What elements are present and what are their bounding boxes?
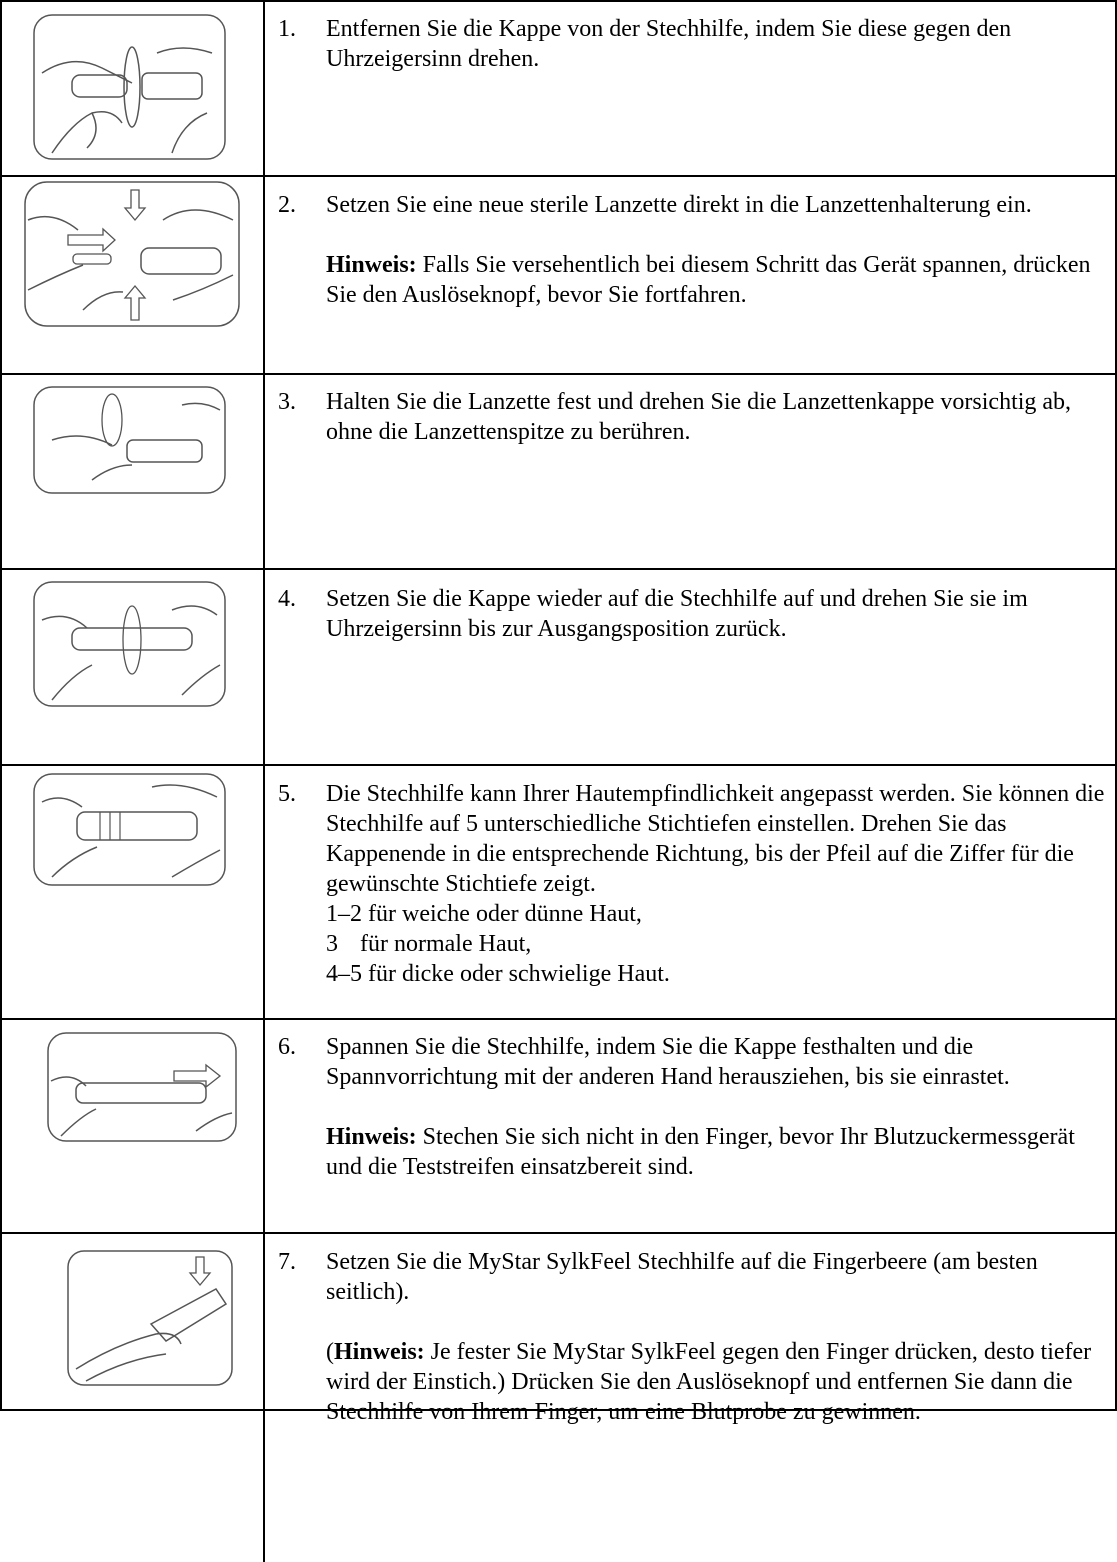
step-note: [326, 1122, 1115, 1182]
step-6-illustration: [46, 1031, 238, 1143]
step-instruction: Setzen Sie die MyStar SylkFeel Stechhilfe auf die Fingerbeere (am besten seitlich).: [326, 1249, 1038, 1305]
row-border: [0, 175, 1117, 177]
step-4-text-cell: [278, 584, 1115, 644]
step-1-illustration: [32, 13, 227, 161]
step-3-illustration: [32, 385, 227, 495]
depth-number: 3: [326, 931, 338, 957]
step-1-text-cell: [278, 14, 1115, 74]
note-text: Stechen Sie sich nicht in den Finger, bevor Ihr Blutzuckermessgerät und die Teststreifen einsatzbereit sind.: [326, 1124, 1075, 1180]
step-4-illustration: [32, 580, 227, 708]
depth-text: für normale Haut,: [360, 931, 532, 957]
step-5-text-cell: [278, 779, 1115, 989]
step-number: 2.: [278, 192, 296, 218]
step-7-illustration: [66, 1249, 234, 1387]
step-3-text-cell: [278, 387, 1115, 447]
depth-option: 1–2 für weiche oder dünne Haut,: [326, 901, 642, 927]
step-5-illustration: [32, 772, 227, 887]
step-instruction: Setzen Sie eine neue sterile Lanzette direkt in die Lanzettenhalterung ein.: [326, 192, 1032, 218]
step-note: [326, 1337, 1115, 1427]
step-number: 4.: [278, 586, 296, 612]
step-note: [326, 250, 1115, 310]
step-2-illustration: [23, 180, 241, 328]
step-instruction: Die Stechhilfe kann Ihrer Hautempfindlichkeit angepasst werden. Sie können die Stechhilfe auf 5 unterschiedliche Stichtiefen einstellen. Drehen Sie das Kappenende in die entsprechende Richtung, bis der Pfeil auf die Ziffer für die gewünschte Stichtiefe zeigt.: [326, 781, 1105, 897]
step-number: 6.: [278, 1034, 296, 1060]
row-border-top: [0, 0, 1117, 2]
row-border: [0, 764, 1117, 766]
depth-option: 4–5 für dicke oder schwielige Haut.: [326, 961, 670, 987]
step-instruction: Entfernen Sie die Kappe von der Stechhilfe, indem Sie diese gegen den Uhrzeigersinn drehen.: [326, 16, 1012, 72]
note-label: Hinweis:: [334, 1339, 425, 1365]
step-number: 5.: [278, 781, 296, 807]
step-number: 1.: [278, 16, 296, 42]
step-2-text-cell: [278, 190, 1115, 310]
note-label: Hinweis:: [326, 1124, 417, 1150]
row-border: [0, 1232, 1117, 1234]
step-instruction: Setzen Sie die Kappe wieder auf die Stechhilfe auf und drehen Sie sie im Uhrzeigersinn bis zur Ausgangsposition zurück.: [326, 586, 1028, 642]
table-divider: [263, 0, 265, 1562]
row-border: [0, 568, 1117, 570]
table-left-border: [0, 0, 2, 1410]
step-number: 7.: [278, 1249, 296, 1275]
step-instruction: Spannen Sie die Stechhilfe, indem Sie die Kappe festhalten und die Spannvorrichtung mit der anderen Hand herausziehen, bis sie einrastet.: [326, 1034, 1010, 1090]
note-paren: (: [326, 1339, 334, 1365]
depth-option: [326, 929, 1115, 959]
note-text: Je fester Sie MyStar SylkFeel gegen den Finger drücken, desto tiefer wird der Einstich.) Drücken Sie den Auslöseknopf und entfernen Sie dann die Stechhilfe von Ihrem Finger, um eine Blutprobe zu gewinnen.: [326, 1339, 1092, 1425]
step-instruction: Halten Sie die Lanzette fest und drehen Sie die Lanzettenkappe vorsichtig ab, ohne die Lanzettenspitze zu berühren.: [326, 389, 1072, 445]
row-border: [0, 373, 1117, 375]
row-border: [0, 1018, 1117, 1020]
note-text: Falls Sie versehentlich bei diesem Schritt das Gerät spannen, drücken Sie den Auslöseknopf, bevor Sie fortfahren.: [326, 252, 1091, 308]
step-7-text-cell: [278, 1247, 1115, 1427]
step-number: 3.: [278, 389, 296, 415]
note-label: Hinweis:: [326, 252, 417, 278]
step-6-text-cell: [278, 1032, 1115, 1182]
